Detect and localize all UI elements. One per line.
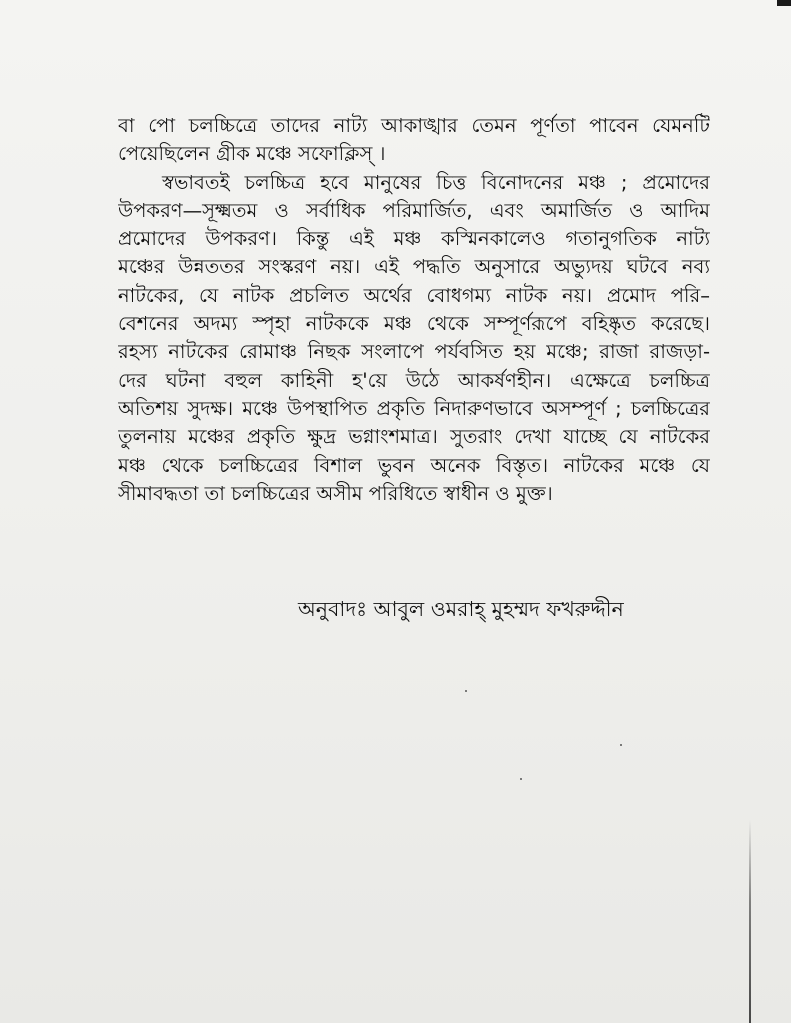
text-line: নাটকের, যে নাটক প্রচলিত অর্থের বোধগম্য নাটক নয়। প্রমোদ পরি– [118, 283, 710, 307]
translator-name: আবুল ওমরাহ্‌ মুহম্মদ ফখরুদ্দীন [373, 597, 624, 621]
scan-speck [620, 744, 622, 746]
text-line: বা পো চলচ্চিত্রে তাদের নাট্য আকাঙ্খার তেমন পূর্ণতা পাবেন যেমনটি [118, 114, 710, 137]
scan-speck [465, 690, 467, 692]
scan-speck [520, 778, 522, 780]
text-line: তুলনায় মঞ্চের প্রকৃতি ক্ষুদ্র ভগ্নাংশমাত্র। সুতরাং দেখা যাচ্ছে যে নাটকের [118, 425, 710, 449]
translator-credit [298, 594, 698, 624]
text-line: সীমাবদ্ধতা তা চলচ্চিত্রের অসীম পরিধিতে স্বাধীন ও মুক্ত। [118, 481, 553, 505]
text-line: দের ঘটনা বহুল কাহিনী হ'য়ে উঠে আকর্ষণহীন। এক্ষেত্রে চলচ্চিত্র [118, 368, 710, 392]
text-line: মঞ্চের উন্নততর সংস্করণ নয়। এই পদ্ধতি অনুসারে অভ্যুদয় ঘটবে নব্য [118, 255, 710, 279]
page-binding-edge [749, 820, 751, 1023]
text-line: অতিশয় সুদক্ষ। মঞ্চে উপস্থাপিত প্রকৃতি নিদারুণভাবে অসম্পূর্ণ ; চলচ্চিত্রের [118, 396, 710, 420]
body-text [118, 112, 710, 508]
text-line: উপকরণ—সূক্ষ্মতম ও সর্বাধিক পরিমার্জিত, এবং অমার্জিত ও আদিম [118, 198, 710, 222]
text-line: বেশনের অদম্য স্পৃহা নাটককে মঞ্চ থেকে সম্পূর্ণরূপে বহিষ্কৃত করেছে। [118, 312, 710, 336]
paragraph-main [118, 169, 710, 509]
paragraph-continuation [118, 112, 710, 169]
text-line: রহস্য নাটকের রোমাঞ্চ নিছক সংলাপে পর্যবসিত হয় মঞ্চে; রাজা রাজড়া- [118, 340, 710, 364]
scan-corner-mark [777, 0, 791, 6]
text-line: পেয়েছিলেন গ্রীক মঞ্চে সফোক্লিস্ । [118, 142, 386, 166]
text-line: স্বভাবতই চলচ্চিত্র হবে মানুষের চিত্ত বিনোদনের মঞ্চ ; প্রমোদের [162, 170, 710, 194]
text-line: প্রমোদের উপকরণ। কিন্তু এই মঞ্চ কস্মিনকালেও গতানুগতিক নাট্য [118, 227, 710, 251]
credit-label: অনুবাদঃ [298, 597, 368, 621]
text-line: মঞ্চ থেকে চলচ্চিত্রের বিশাল ভুবন অনেক বিস্তৃত। নাটকের মঞ্চে যে [118, 453, 710, 477]
